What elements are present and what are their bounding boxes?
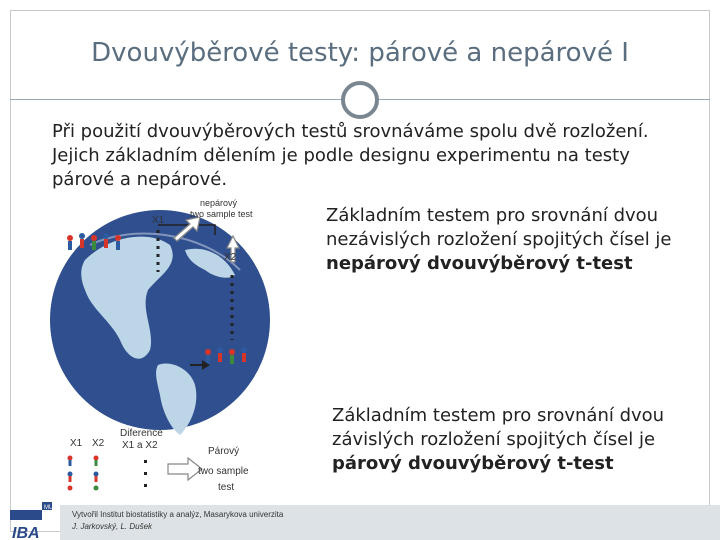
label-parovy: Párový [208, 446, 240, 457]
bullet-intro [52, 120, 692, 192]
iba-logo [10, 498, 54, 540]
bullet-unpaired [326, 204, 706, 276]
bullet-unpaired-bold: nepárový dvouvýběrový t-test [326, 253, 633, 274]
divider-circle-ornament [341, 81, 379, 119]
label-diference: Diference [120, 428, 163, 439]
bullet-paired-text: Základním testem pro srovnání dvou závislých rozložení spojitých čísel je [332, 405, 665, 450]
bullet-paired-bold: párový dvouvýběrový t-test [332, 453, 614, 474]
slide-title: Dvouvýběrové testy: párové a nepárové I [91, 38, 629, 68]
label-x2: X2 [224, 252, 237, 263]
label-x1: X1 [152, 215, 165, 226]
label-x2-column: X2 [92, 438, 105, 449]
bullet-paired [332, 404, 712, 476]
experiment-design-figure [30, 190, 300, 495]
label-test: test [218, 482, 235, 493]
logo-text: IBA [12, 525, 40, 540]
label-two-sample: two sample [198, 466, 249, 477]
label-x1-column: X1 [70, 438, 83, 449]
bullet-unpaired-text: Základním testem pro srovnání dvou nezávislých rozložení spojitých čísel je [326, 205, 672, 250]
difference-dots [144, 460, 147, 487]
label-nepar-line2: two sample test [190, 209, 253, 219]
logo-small-text: MU [44, 505, 54, 511]
paired-people-pairs [68, 456, 99, 491]
label-nepar-line1: nepárový [200, 198, 238, 208]
label-x1-a-x2: X1 a X2 [122, 440, 158, 451]
footer-credit: Vytvořil Institut biostatistiky a analýz, Masarykova univerzita [72, 510, 284, 519]
hollow-arrow-right-icon [168, 458, 202, 480]
footer-authors: J. Jarkovský, L. Dušek [72, 522, 153, 531]
bullet-intro-text: Při použití dvouvýběrových testů srovnáváme spolu dvě rozložení. Jejich základním dělením je podle designu experimentu na testy párové a nepárové. [52, 121, 649, 190]
